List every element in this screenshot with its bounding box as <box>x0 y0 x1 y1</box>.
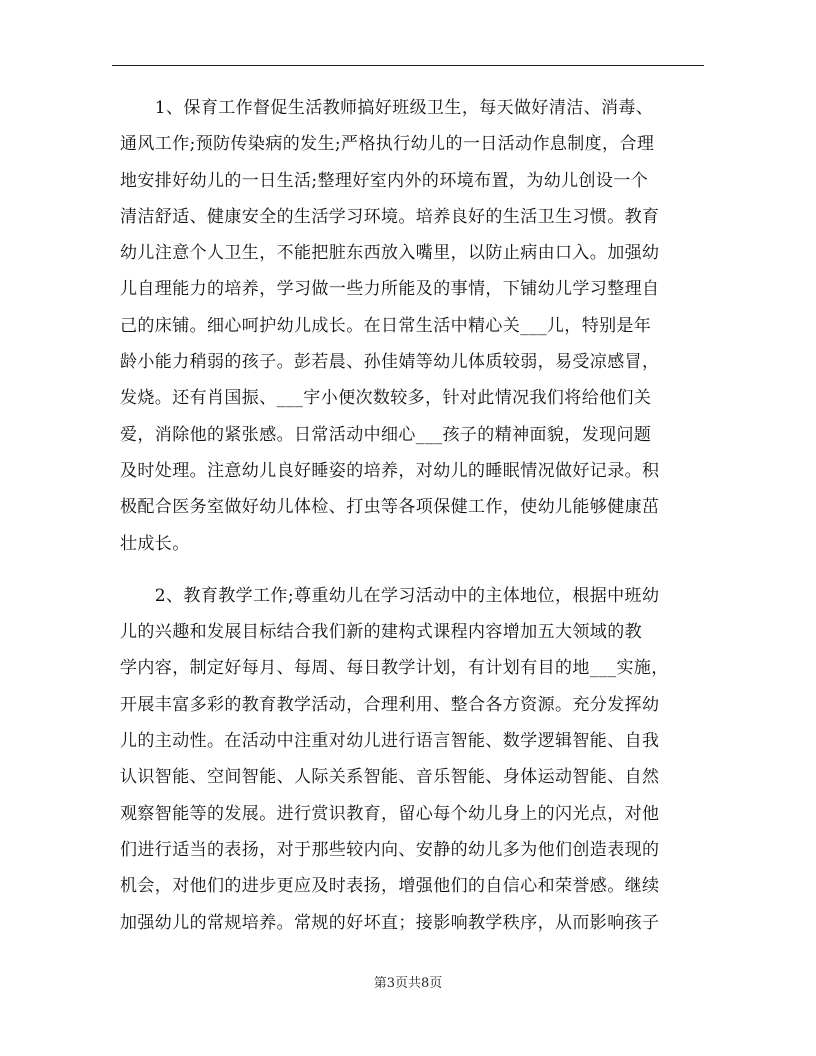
text-line: 1、保育工作督促生活教师搞好班级卫生，每天做好清洁、消毒、 <box>120 98 654 118</box>
paragraph-1 <box>120 90 700 562</box>
header-rule <box>112 65 704 66</box>
text-line: 观察智能等的发展。进行赏识教育，留心每个幼儿身上的闪光点，对他 <box>120 803 660 824</box>
text-line: 机会，对他们的进步更应及时表扬，增强他们的自信心和荣誉感。继续 <box>120 876 660 897</box>
page-footer <box>0 972 816 991</box>
text-line: 2、教育教学工作;尊重幼儿在学习活动中的主体地位，根据中班幼 <box>120 585 660 606</box>
text-line: 及时处理。注意幼儿良好睡姿的培养，对幼儿的睡眠情况做好记录。积 <box>120 460 660 481</box>
text-line: 开展丰富多彩的教育教学活动，合理利用、整合各方资源。充分发挥幼 <box>120 694 660 715</box>
text-line: 壮成长。 <box>120 533 190 554</box>
text-line: 爱，消除他的紧张感。日常活动中细心___孩子的精神面貌，发现问题 <box>120 424 652 445</box>
page-number-label: 第3页共8页 <box>373 976 443 991</box>
paragraph-2 <box>120 578 700 941</box>
document-body <box>120 90 700 957</box>
text-line: 儿自理能力的培养，学习做一些力所能及的事情，下铺幼儿学习整理自 <box>120 279 660 300</box>
text-line: 清洁舒适、健康安全的生活学习环境。培养良好的生活卫生习惯。教育 <box>120 206 660 227</box>
text-line: 发烧。还有肖国振、___宇小便次数较多，针对此情况我们将给他们关 <box>120 388 652 409</box>
text-line: 极配合医务室做好幼儿体检、打虫等各项保健工作，使幼儿能够健康茁 <box>120 497 660 518</box>
text-line: 们进行适当的表扬，对于那些较内向、安静的幼儿多为他们创造表现的 <box>120 839 660 860</box>
text-line: 学内容，制定好每月、每周、每日教学计划，有计划有目的地___实施， <box>120 658 669 679</box>
text-line: 幼儿注意个人卫生，不能把脏东西放入嘴里，以防止病由口入。加强幼 <box>120 243 660 264</box>
text-line: 加强幼儿的常规培养。常规的好坏直；接影响教学秩序，从而影响孩子 <box>120 912 660 933</box>
text-line: 儿的主动性。在活动中注重对幼儿进行语言智能、数学逻辑智能、自我 <box>120 731 660 752</box>
text-line: 己的床铺。细心呵护幼儿成长。在日常生活中精心关___儿，特别是年 <box>120 315 652 336</box>
text-line: 地安排好幼儿的一日生活;整理好室内外的环境布置，为幼儿创设一个 <box>120 170 649 191</box>
text-line: 龄小能力稍弱的孩子。彭若晨、孙佳婧等幼儿体质较弱，易受凉感冒， <box>120 352 660 373</box>
text-line: 儿的兴趣和发展目标结合我们新的建构式课程内容增加五大领域的教 <box>120 622 642 643</box>
text-line: 通风工作;预防传染病的发生;严格执行幼儿的一日活动作息制度，合理 <box>120 134 655 155</box>
text-line: 认识智能、空间智能、人际关系智能、音乐智能、身体运动智能、自然 <box>120 767 660 788</box>
